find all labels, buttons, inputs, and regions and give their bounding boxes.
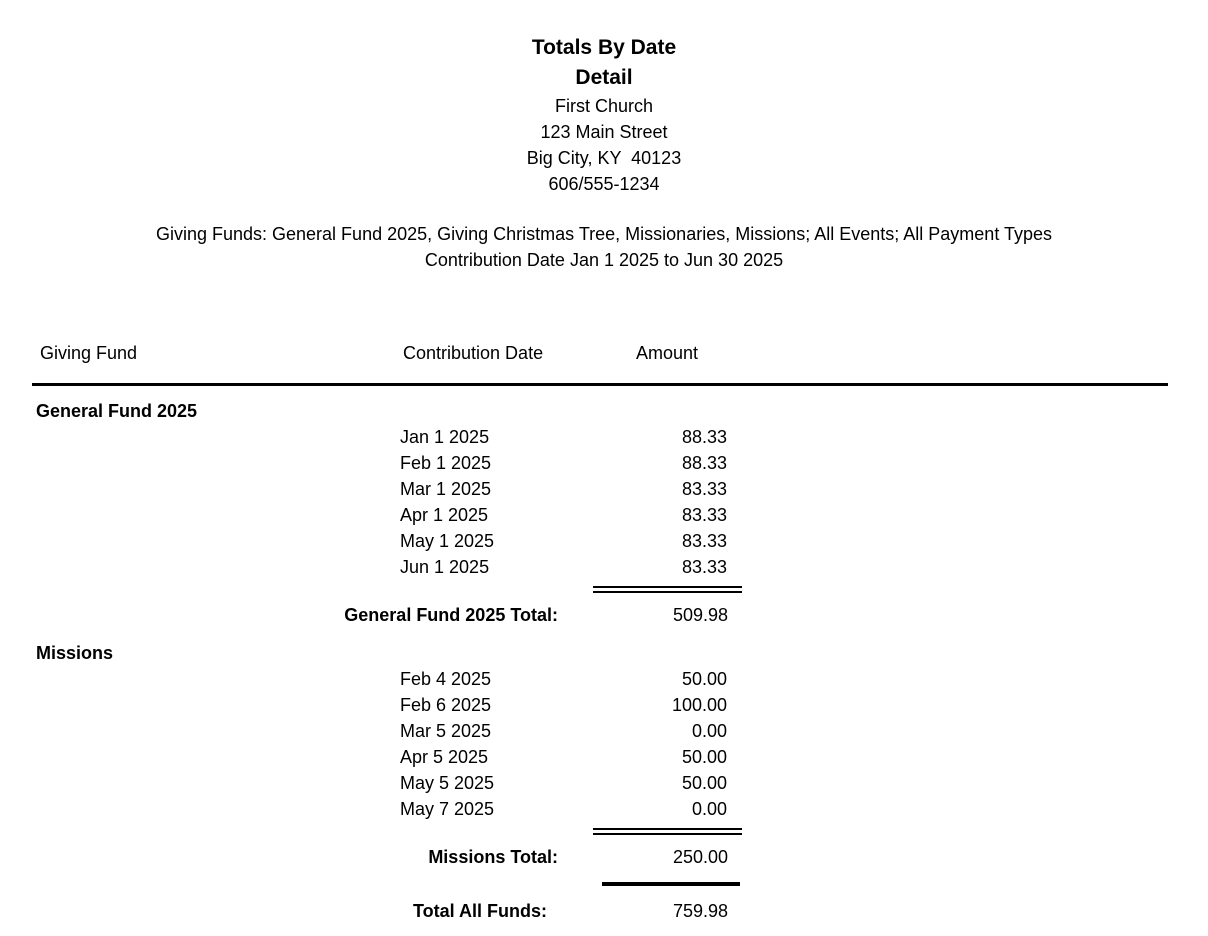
fund-total-label: Missions Total:: [428, 846, 558, 867]
fund-total-label: General Fund 2025 Total:: [344, 604, 558, 625]
fund-section-row: [0, 640, 1208, 666]
contribution-date: Mar 1 2025: [400, 478, 492, 499]
fund-total-rule: [593, 828, 742, 835]
contribution-amount: 50.00: [681, 668, 727, 689]
contribution-amount: 83.33: [681, 556, 727, 577]
contribution-date: May 1 2025: [400, 530, 495, 551]
org-address-city: Big City, KY 40123: [526, 148, 682, 168]
criteria-funds-line: Giving Funds: General Fund 2025, Giving Christmas Tree, Missionaries, Missions; All Events; All Payment Types: [155, 224, 1053, 244]
contribution-amount: 88.33: [681, 452, 727, 473]
contribution-amount: 50.00: [681, 746, 727, 767]
contribution-row: [0, 424, 1208, 450]
org-address-street: 123 Main Street: [540, 122, 668, 142]
contribution-date: Jan 1 2025: [400, 426, 490, 447]
org-phone: 606/555-1234: [548, 174, 660, 194]
report-title: Totals By Date: [531, 36, 677, 59]
column-header-amount: Amount: [636, 343, 699, 363]
contribution-row: [0, 718, 1208, 744]
contribution-row: [0, 528, 1208, 554]
criteria-date-range-line: Contribution Date Jan 1 2025 to Jun 30 2025: [424, 250, 784, 270]
contribution-amount: 88.33: [681, 426, 727, 447]
fund-name: General Fund 2025: [36, 400, 198, 421]
contribution-amount: 100.00: [671, 694, 727, 715]
contribution-row: [0, 796, 1208, 822]
fund-total-amount: 250.00: [672, 846, 728, 867]
contribution-row: [0, 476, 1208, 502]
contribution-amount: 0.00: [691, 798, 727, 819]
report-subtitle: Detail: [575, 66, 633, 89]
fund-total-row: [0, 844, 1208, 870]
contribution-row: [0, 502, 1208, 528]
fund-section-row: [0, 398, 1208, 424]
contribution-amount: 83.33: [681, 504, 727, 525]
contribution-date: Feb 6 2025: [400, 694, 492, 715]
grand-total-row: [0, 898, 1208, 924]
header-rule: [32, 383, 1168, 386]
contribution-amount: 0.00: [691, 720, 727, 741]
contribution-row: [0, 744, 1208, 770]
report-header: [0, 0, 1208, 197]
contribution-amount: 83.33: [681, 478, 727, 499]
grand-total-amount: 759.98: [672, 900, 728, 921]
report-criteria: [0, 221, 1208, 273]
contribution-row: [0, 770, 1208, 796]
contribution-date: Feb 4 2025: [400, 668, 492, 689]
column-header-giving-fund: Giving Fund: [40, 343, 138, 363]
fund-name: Missions: [36, 642, 114, 663]
fund-total-amount: 509.98: [672, 604, 728, 625]
contribution-row: [0, 554, 1208, 580]
contribution-row: [0, 692, 1208, 718]
contribution-row: [0, 666, 1208, 692]
contribution-date: Apr 5 2025: [400, 746, 489, 767]
grand-total-label: Total All Funds:: [413, 900, 547, 921]
fund-total-row: [0, 602, 1208, 628]
org-name: First Church: [554, 96, 653, 116]
column-header-contribution-date: Contribution Date: [403, 343, 544, 363]
contribution-date: Apr 1 2025: [400, 504, 489, 525]
contribution-row: [0, 450, 1208, 476]
contribution-date: Mar 5 2025: [400, 720, 492, 741]
fund-total-rule: [593, 586, 742, 593]
contribution-date: May 5 2025: [400, 772, 495, 793]
contribution-date: Feb 1 2025: [400, 452, 492, 473]
contribution-date: May 7 2025: [400, 798, 495, 819]
contribution-date: Jun 1 2025: [400, 556, 490, 577]
grand-total-rule: [602, 882, 740, 886]
fund-sections: [0, 398, 1208, 870]
contribution-amount: 83.33: [681, 530, 727, 551]
contribution-amount: 50.00: [681, 772, 727, 793]
totals-table: [0, 341, 1208, 924]
table-column-headers: [0, 341, 1208, 367]
